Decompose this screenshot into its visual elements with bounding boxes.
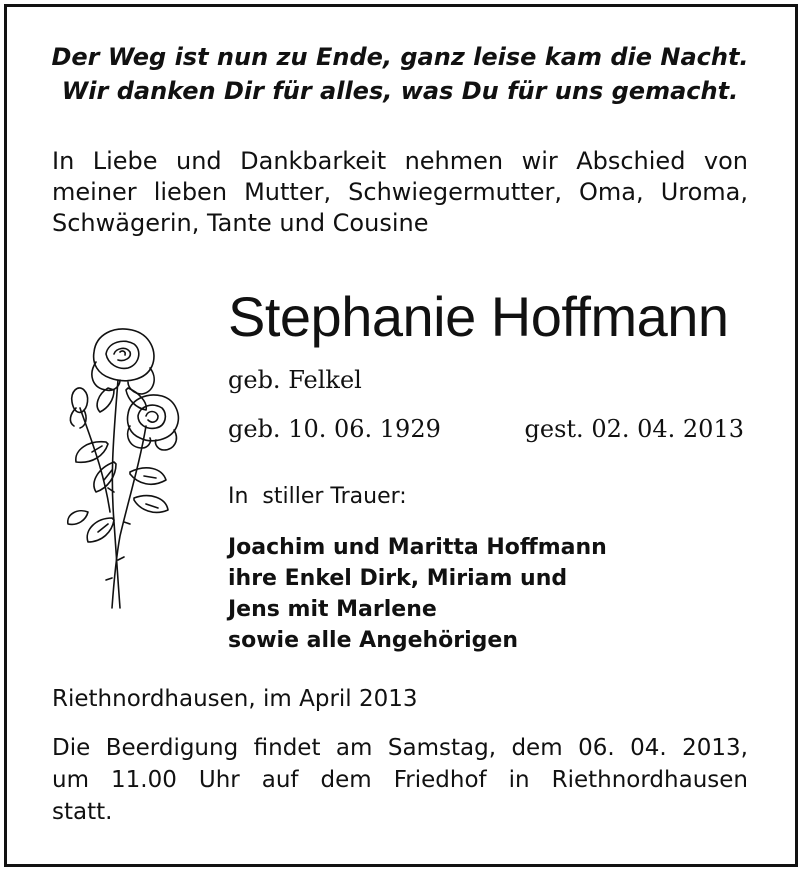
birth-date: geb. 10. 06. 1929	[228, 415, 441, 443]
mourner-line: sowie alle Angehörigen	[228, 628, 519, 653]
motto-line: Der Weg ist nun zu Ende, ganz leise kam die Nacht.	[51, 43, 749, 71]
mourners-list	[228, 532, 607, 656]
mourner-line: Jens mit Marlene	[228, 597, 437, 622]
funeral-info	[52, 732, 748, 828]
roses-icon	[48, 322, 188, 614]
mourning-label: In stiller Trauer:	[228, 484, 407, 509]
intro-text	[52, 146, 748, 239]
funeral-line: um 11.00 Uhr auf dem Friedhof in Riethnordhausen	[52, 767, 748, 793]
mourner-line: ihre Enkel Dirk, Miriam und	[228, 566, 568, 591]
motto	[0, 40, 800, 108]
funeral-line: Die Beerdigung findet am Samstag, dem 06. 04. 2013,	[52, 735, 748, 761]
motto-line: Wir danken Dir für alles, was Du für uns gemacht.	[61, 77, 739, 105]
place-date: Riethnordhausen, im April 2013	[52, 686, 418, 712]
funeral-line: statt.	[52, 799, 113, 825]
deceased-name: Stephanie Hoffmann	[228, 285, 729, 348]
intro-line: Schwägerin, Tante und Cousine	[52, 209, 429, 237]
intro-line: meiner lieben Mutter, Schwiegermutter, Oma, Uroma,	[52, 178, 748, 206]
mourner-line: Joachim und Maritta Hoffmann	[228, 535, 607, 560]
birth-name: geb. Felkel	[228, 366, 362, 394]
intro-line: In Liebe und Dankbarkeit nehmen wir Abschied von	[52, 147, 748, 175]
life-dates	[228, 412, 744, 446]
death-date: gest. 02. 04. 2013	[524, 415, 744, 443]
